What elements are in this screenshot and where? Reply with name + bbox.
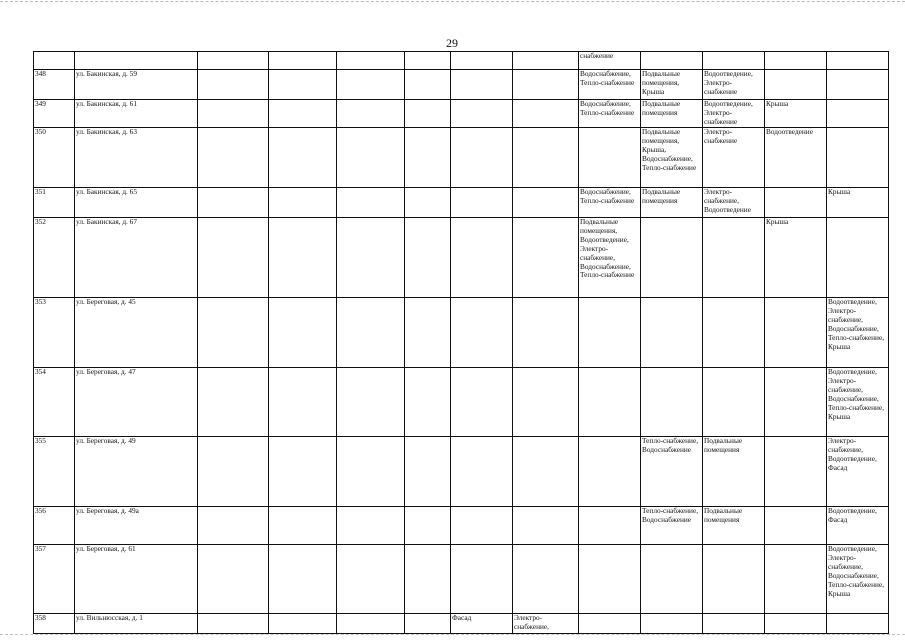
street-address: ул. Береговая, д. 45 (75, 298, 198, 368)
table-body (34, 52, 889, 634)
work-type-cell (579, 507, 641, 545)
work-type-cell (198, 70, 269, 100)
work-type-cell (827, 218, 889, 298)
work-type-cell (513, 437, 579, 507)
work-type-cell (451, 100, 513, 128)
work-type-cell (337, 298, 405, 368)
work-type-cell (579, 437, 641, 507)
street-address: ул. Береговая, д. 49 (75, 437, 198, 507)
work-type-cell (337, 70, 405, 100)
street-address: ул. Бакинская, д. 61 (75, 100, 198, 128)
table-cell (765, 52, 827, 70)
work-type-cell (513, 298, 579, 368)
work-type-cell (405, 100, 451, 128)
work-type-cell (451, 218, 513, 298)
row-number: 357 (34, 545, 75, 614)
row-number: 352 (34, 218, 75, 298)
work-type-cell (405, 298, 451, 368)
table-row (34, 298, 889, 368)
table-row (34, 545, 889, 614)
work-type-cell: Подвальные помещения, Крыша (641, 70, 703, 100)
work-type-cell: Крыша (827, 188, 889, 218)
work-type-cell (703, 545, 765, 614)
work-type-cell (765, 188, 827, 218)
work-type-cell (269, 298, 337, 368)
work-type-cell (451, 128, 513, 188)
row-number: 355 (34, 437, 75, 507)
table-cell (269, 52, 337, 70)
work-type-cell (337, 368, 405, 437)
street-address: ул. Вильнюсская, д. 1 (75, 614, 198, 634)
work-type-cell (451, 437, 513, 507)
work-type-cell: Водоотведение, Электро-снабжение, Водоснабжение, Тепло-снабжение, Крыша (827, 545, 889, 614)
work-type-cell: Фасад (451, 614, 513, 634)
table-row (34, 70, 889, 100)
work-type-cell (579, 614, 641, 634)
table-row (34, 52, 889, 70)
work-type-cell (337, 218, 405, 298)
work-type-cell: Подвальные помещения (641, 188, 703, 218)
work-type-cell (451, 188, 513, 218)
work-type-cell (269, 128, 337, 188)
work-type-cell (405, 545, 451, 614)
work-type-cell (405, 70, 451, 100)
work-type-cell (269, 545, 337, 614)
work-type-cell (579, 368, 641, 437)
street-address: ул. Бакинская, д. 65 (75, 188, 198, 218)
table-cell (198, 52, 269, 70)
work-type-cell: Подвальные помещения (703, 507, 765, 545)
scan-top-edge (0, 1, 905, 2)
work-type-cell (405, 188, 451, 218)
work-type-cell: Водоотведение (765, 128, 827, 188)
work-type-cell (198, 437, 269, 507)
work-type-cell (827, 614, 889, 634)
work-type-cell (198, 368, 269, 437)
work-type-cell (198, 100, 269, 128)
row-number: 358 (34, 614, 75, 634)
work-type-cell (269, 218, 337, 298)
work-type-cell (198, 128, 269, 188)
row-number: 356 (34, 507, 75, 545)
row-number: 354 (34, 368, 75, 437)
table-cell (34, 52, 75, 70)
work-type-cell: Тепло-снабжение, Водоснабжение (641, 507, 703, 545)
work-type-cell: Подвальные помещения, Водоотведение, Электро-снабжение, Водоснабжение, Тепло-снабжение (579, 218, 641, 298)
street-address: ул. Береговая, д. 61 (75, 545, 198, 614)
work-type-cell (765, 70, 827, 100)
table-row (34, 507, 889, 545)
work-type-cell (337, 545, 405, 614)
work-type-cell (269, 368, 337, 437)
work-type-cell (827, 100, 889, 128)
table-cell: снабжение (579, 52, 641, 70)
work-type-cell: Подвальные помещения (703, 437, 765, 507)
work-type-cell (451, 368, 513, 437)
work-type-cell (513, 368, 579, 437)
street-address: ул. Бакинская, д. 63 (75, 128, 198, 188)
work-type-cell (703, 614, 765, 634)
table-row (34, 614, 889, 634)
row-number: 350 (34, 128, 75, 188)
work-type-cell (198, 188, 269, 218)
table-row (34, 368, 889, 437)
work-type-cell: Водоотведение, Электро-снабжение (703, 70, 765, 100)
table-row (34, 188, 889, 218)
work-type-cell (765, 545, 827, 614)
work-type-cell: Крыша (765, 218, 827, 298)
work-type-cell (513, 70, 579, 100)
work-type-cell (765, 298, 827, 368)
work-type-cell (513, 218, 579, 298)
work-type-cell (765, 437, 827, 507)
table-row (34, 128, 889, 188)
table-cell (337, 52, 405, 70)
work-type-cell (513, 128, 579, 188)
address-work-table (33, 51, 889, 634)
row-number: 353 (34, 298, 75, 368)
table-row (34, 218, 889, 298)
work-type-cell (641, 614, 703, 634)
work-type-cell (641, 298, 703, 368)
table-cell (641, 52, 703, 70)
work-type-cell (269, 507, 337, 545)
street-address: ул. Береговая, д. 47 (75, 368, 198, 437)
table-cell (75, 52, 198, 70)
work-type-cell (579, 128, 641, 188)
work-type-cell (337, 437, 405, 507)
work-type-cell (198, 507, 269, 545)
work-type-cell (641, 545, 703, 614)
table-cell (513, 52, 579, 70)
work-type-cell (765, 507, 827, 545)
work-type-cell: Тепло-снабжение, Водоснабжение (641, 437, 703, 507)
work-type-cell (579, 545, 641, 614)
work-type-cell: Водоотведение, Электро-снабжение (703, 100, 765, 128)
work-type-cell (641, 218, 703, 298)
table-cell (451, 52, 513, 70)
work-type-cell (405, 614, 451, 634)
work-type-cell (451, 507, 513, 545)
work-type-cell (337, 188, 405, 218)
work-type-cell (451, 545, 513, 614)
work-type-cell (765, 368, 827, 437)
work-type-cell (513, 100, 579, 128)
work-type-cell (198, 614, 269, 634)
work-type-cell (451, 298, 513, 368)
row-number: 348 (34, 70, 75, 100)
work-type-cell (405, 437, 451, 507)
work-type-cell: Крыша (765, 100, 827, 128)
work-type-cell (703, 218, 765, 298)
work-type-cell (269, 614, 337, 634)
street-address: ул. Бакинская, д. 59 (75, 70, 198, 100)
table-row (34, 100, 889, 128)
work-type-cell (405, 128, 451, 188)
work-type-cell (198, 298, 269, 368)
work-type-cell (451, 70, 513, 100)
work-type-cell: Электро-снабжение, Водоотведение, Фасад (827, 437, 889, 507)
work-type-cell (337, 507, 405, 545)
work-type-cell (198, 218, 269, 298)
work-type-cell: Электро-снабжение, Водоотведение (703, 188, 765, 218)
work-type-cell: Водоотведение, Электро-снабжение, Водоснабжение, Тепло-снабжение, Крыша (827, 298, 889, 368)
work-type-cell: Подвальные помещения (641, 100, 703, 128)
work-type-cell (703, 298, 765, 368)
work-type-cell (337, 128, 405, 188)
work-type-cell (337, 100, 405, 128)
scan-bottom-edge (0, 634, 905, 635)
work-type-cell (269, 100, 337, 128)
work-type-cell (765, 614, 827, 634)
work-type-cell (269, 70, 337, 100)
work-type-cell (579, 298, 641, 368)
street-address: ул. Береговая, д. 49а (75, 507, 198, 545)
row-number: 349 (34, 100, 75, 128)
work-type-cell: Водоснабжение, Тепло-снабжение (579, 188, 641, 218)
work-type-cell (269, 188, 337, 218)
table-cell (405, 52, 451, 70)
work-type-cell (513, 545, 579, 614)
work-type-cell: Водоснабжение, Тепло-снабжение (579, 70, 641, 100)
table-cell (703, 52, 765, 70)
street-address: ул. Бакинская, д. 67 (75, 218, 198, 298)
work-type-cell (513, 188, 579, 218)
work-type-cell (703, 368, 765, 437)
work-type-cell: Подвальные помещения, Крыша, Водоснабжение, Тепло-снабжение (641, 128, 703, 188)
work-type-cell (198, 545, 269, 614)
table-cell (827, 52, 889, 70)
work-type-cell: Водоотведение, Фасад (827, 507, 889, 545)
work-type-cell (513, 507, 579, 545)
work-type-cell (405, 368, 451, 437)
work-type-cell: Водоотведение, Электро-снабжение, Водоснабжение, Тепло-снабжение, Крыша (827, 368, 889, 437)
table-row (34, 437, 889, 507)
work-type-cell (641, 368, 703, 437)
page-number: 29 (446, 36, 458, 50)
work-type-cell (269, 437, 337, 507)
work-type-cell (405, 507, 451, 545)
work-type-cell: Электро-снабжение (703, 128, 765, 188)
work-type-cell (337, 614, 405, 634)
row-number: 351 (34, 188, 75, 218)
work-type-cell: Водоснабжение, Тепло-снабжение (579, 100, 641, 128)
work-type-cell (827, 70, 889, 100)
work-type-cell: Электро-снабжение, (513, 614, 579, 634)
work-type-cell (405, 218, 451, 298)
work-type-cell (827, 128, 889, 188)
